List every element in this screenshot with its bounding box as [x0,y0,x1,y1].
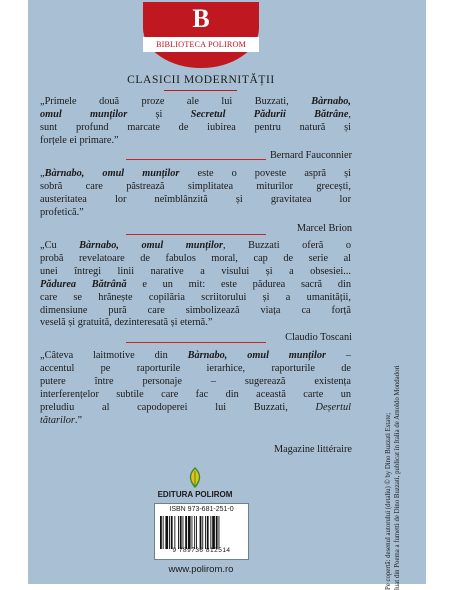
quote-4 [40,350,351,427]
website-url: www.polirom.ro [168,564,234,575]
quote-line [40,415,351,428]
quote-2-author: Marcel Brion [296,223,352,234]
quote-1-author: Bernard Fauconnier [269,150,352,161]
divider [126,342,266,343]
barcode-bar [210,516,211,549]
cover-credit-line: luat din Poema a fumetti de Dino Buzzati, publicat în Italia de Arnoldo Mondadori [394,365,401,590]
quote-text: probă revelatoare de fabulos moral, cap de serie al [40,252,351,264]
divider [126,234,266,235]
quote-line [40,317,351,330]
quote-text: Bàrnabo, omul munților [187,350,326,361]
quote-3-author: Claudio Toscani [285,332,352,343]
barcode-bar [207,516,209,549]
barcode-bar [216,516,218,549]
quote-text: „ [40,168,45,179]
quote-text: Bàrnabo, omul munților [44,168,180,179]
barcode-bar [188,516,191,549]
quote-line [40,266,351,279]
quote-text: Pădurea Bătrână [40,278,127,290]
quote-line [40,122,351,135]
quote-line [40,207,351,220]
quote-line [40,363,351,376]
quote-text: „Cu [40,240,80,251]
barcode-bar [205,516,206,549]
logo-letter: B [192,4,210,33]
quote-text: , Buzzati oferă o [223,240,351,251]
quote-line [40,96,351,109]
barcode-bar [192,516,193,549]
barcode-bar [212,516,215,549]
cover-credits [384,240,402,590]
quote-line [40,389,351,402]
quote-text: „Câteva laitmotive din [40,350,188,361]
polirom-leaf-icon [183,466,207,490]
quote-text: putere între personaje – sugerează existența [40,375,351,387]
barcode [154,503,249,560]
barcode-bar [178,516,179,549]
cover-credit-line: Pe copertă: desenul autorului (detaliu) © by Dino Buzzati Estate; [385,412,392,590]
barcode-bar [165,516,168,549]
divider [126,159,266,160]
quote-text: – [326,350,351,361]
quote-text: profetică.” [40,206,84,218]
quote-line [40,292,351,305]
barcode-bar [169,516,170,549]
series-title: CLASICII MODERNITĂȚII [127,74,275,86]
quote-line [40,181,351,194]
quote-line [40,350,351,363]
series-divider [164,90,237,91]
quote-text: forțele ei primare.” [40,134,119,146]
barcode-bar [200,516,202,549]
barcode-bar [185,516,187,549]
quote-text: omul munților [40,108,128,120]
publisher-name: EDITURA POLIROM [157,490,233,499]
quote-text: , [348,108,351,120]
quote-text: sobră care păstrează simplitatea miturilor grecești, [40,180,351,192]
barcode-bar [196,516,197,549]
quote-text: e un mit: este pădurea sacră din [126,278,351,290]
quote-text: unei întregi linii narative a visului și a obsesiei... [40,265,351,277]
quote-text: Bàrnabo, [311,96,351,107]
quote-line [40,168,351,181]
quote-line [40,135,351,148]
barcode-bar [171,516,173,549]
barcode-bar [174,516,175,549]
quote-line [40,109,351,122]
quote-line [40,402,351,415]
barcode-number: 9 789736 812514 [172,547,231,554]
quote-line [40,253,351,266]
quote-3 [40,240,351,330]
quote-text: care se hrănește copilăria scriitorului și a umanității, [40,291,351,303]
barcode-bars [160,516,243,549]
barcode-bar [160,516,162,549]
quote-line [40,240,351,253]
quote-1 [40,96,351,148]
barcode-bar [219,516,220,549]
quote-text: .” [74,414,83,426]
quote-text: Deșertul [315,401,351,413]
quote-text: interferențelor subtile care fac din această carte un [40,388,351,400]
barcode-bar [183,516,184,549]
quote-text: Bàrnabo, omul munților [79,240,223,251]
quote-line [40,305,351,318]
barcode-bar [180,516,182,549]
quote-text: veselă și gratuită, dezinteresată și eternă.” [40,317,213,329]
quote-line [40,194,351,207]
quote-4-author: Magazine littéraire [273,444,352,455]
quote-text: tătarilor [40,414,75,426]
quote-text: „Primele două proze ale lui Buzzati, [40,96,312,107]
barcode-bar [194,516,195,549]
isbn-text: ISBN 973-681-251-0 [169,506,234,513]
quote-line [40,279,351,292]
quote-text: sunt profund marcate de iubirea pentru natură și [40,121,351,133]
quote-text: austeritatea lor neîmblânzită și gravitatea lor [40,193,351,205]
quote-text: preludiu al capodoperei lui Buzzati, [40,401,316,413]
quote-line [40,376,351,389]
logo-series-name: BIBLIOTECA POLIROM [155,40,247,49]
quote-text: Secretul Pădurii Bătrâne [190,108,349,120]
quote-2 [40,168,351,220]
quote-text: este o poveste aspră și [179,168,351,179]
barcode-bar [163,516,164,549]
barcode-bar [202,516,203,549]
quote-text: și [127,108,191,120]
quote-text: dimensiune pură care simbolizează viața ca forță [40,304,351,316]
quote-text: accentul pe raporturile ierarhice, raporturile de [40,362,351,374]
